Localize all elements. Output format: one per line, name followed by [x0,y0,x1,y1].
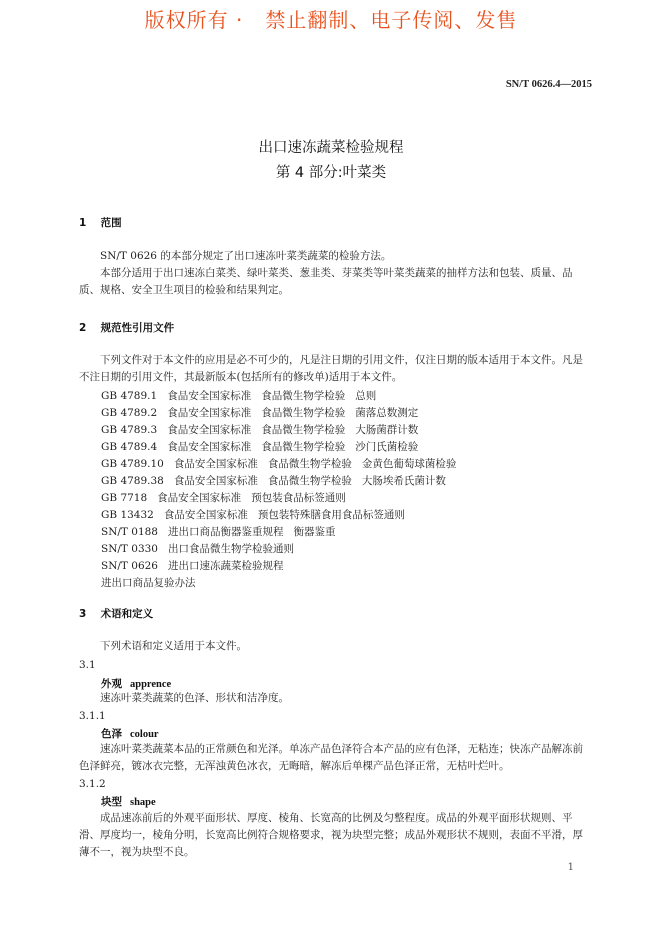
reference-item: GB 7718 食品安全国家标准 预包装食品标签通则 [101,492,346,504]
term-chinese: 外观 [101,678,122,690]
document-number: SN/T 0626.4—2015 [505,79,592,90]
section-number: 1 [79,217,87,229]
section-number: 2 [79,322,87,334]
term-definition: 成品速冻前后的外观平面形状、厚度、棱角、长宽高的比例及匀整程度。成品的外观平面形状规则、平滑、厚度均一，棱角分明，长宽高比例符合规格要求，视为块型完整；成品外观形状不规则，表面不平滑，厚薄不一，视为块型不良。 [79,812,583,858]
section-heading-scope [79,215,122,230]
section-title: 术语和定义 [100,608,154,620]
document-title: 出口速冻蔬菜检验规程 [258,140,404,156]
reference-item: SN/T 0330 出口食品微生物学检验通则 [101,543,294,555]
reference-item: GB 4789.4 食品安全国家标准 食品微生物学检验 沙门氏菌检验 [101,441,419,453]
reference-item: GB 4789.38 食品安全国家标准 食品微生物学检验 大肠埃希氏菌计数 [101,475,446,487]
terms-intro: 下列术语和定义适用于本文件。 [100,640,247,652]
section-heading-normative-references [79,320,174,335]
term-chinese: 色泽 [101,728,122,740]
term-number: 3.1.1 [79,710,106,722]
references-intro: 下列文件对于本文件的应用是必不可少的，凡是注日期的引用文件，仅注日期的版本适用于本文件。凡是不注日期的引用文件，其最新版本(包括所有的修改单)适用于本文件。 [79,354,583,383]
reference-item: GB 4789.1 食品安全国家标准 食品微生物学检验 总则 [101,390,377,402]
term-definition: 速冻叶菜类蔬菜的色泽、形状和洁净度。 [100,692,289,704]
reference-item: 进出口商品复验办法 [101,577,196,589]
scope-paragraph-2: 本部分适用于出口速冻白菜类、绿叶菜类、葱韭类、芽菜类等叶菜类蔬菜的抽样方法和包装、质量、品质、规格、安全卫生项目的检验和结果判定。 [79,267,573,296]
section-title: 规范性引用文件 [100,322,175,334]
document-subtitle: 第 4 部分:叶菜类 [275,165,387,181]
reference-item: GB 4789.10 食品安全国家标准 食品微生物学检验 金黄色葡萄球菌检验 [101,458,457,470]
term-heading-shape [101,794,156,809]
reference-item: SN/T 0626 进出口速冻蔬菜检验规程 [101,560,284,572]
reference-item: GB 13432 食品安全国家标准 预包装特殊膳食用食品标签通则 [101,509,405,521]
term-number: 3.1 [79,659,96,671]
section-title: 范围 [100,217,122,229]
term-number: 3.1.2 [79,778,106,790]
term-chinese: 块型 [101,796,122,808]
section-number: 3 [79,608,87,620]
section-heading-terms-definitions [79,606,153,621]
term-english: colour [130,729,159,740]
reference-item: GB 4789.2 食品安全国家标准 食品微生物学检验 菌落总数测定 [101,407,419,419]
term-heading-appearance [101,676,171,691]
page-number: 1 [567,862,574,873]
term-english: apprence [130,679,172,690]
term-definition: 速冻叶菜类蔬菜本品的正常颜色和光泽。单冻产品色泽符合本产品的应有色泽，无粘连；快冻产品解冻前色泽鲜亮，镀冰衣完整，无浑浊黄色冰衣，无晦暗，解冻后单棵产品色泽正常，无枯叶烂叶。 [79,743,583,772]
term-heading-colour [101,726,159,741]
reference-item: SN/T 0188 进出口商品衡器鉴重规程 衡器鉴重 [101,526,336,538]
reference-item: GB 4789.3 食品安全国家标准 食品微生物学检验 大肠菌群计数 [101,424,419,436]
term-english: shape [130,797,156,808]
scope-paragraph-1: SN/T 0626 的本部分规定了出口速冻叶菜类蔬菜的检验方法。 [100,250,392,262]
watermark: 版权所有 · 禁止翻制、电子传阅、发售 [144,8,518,32]
